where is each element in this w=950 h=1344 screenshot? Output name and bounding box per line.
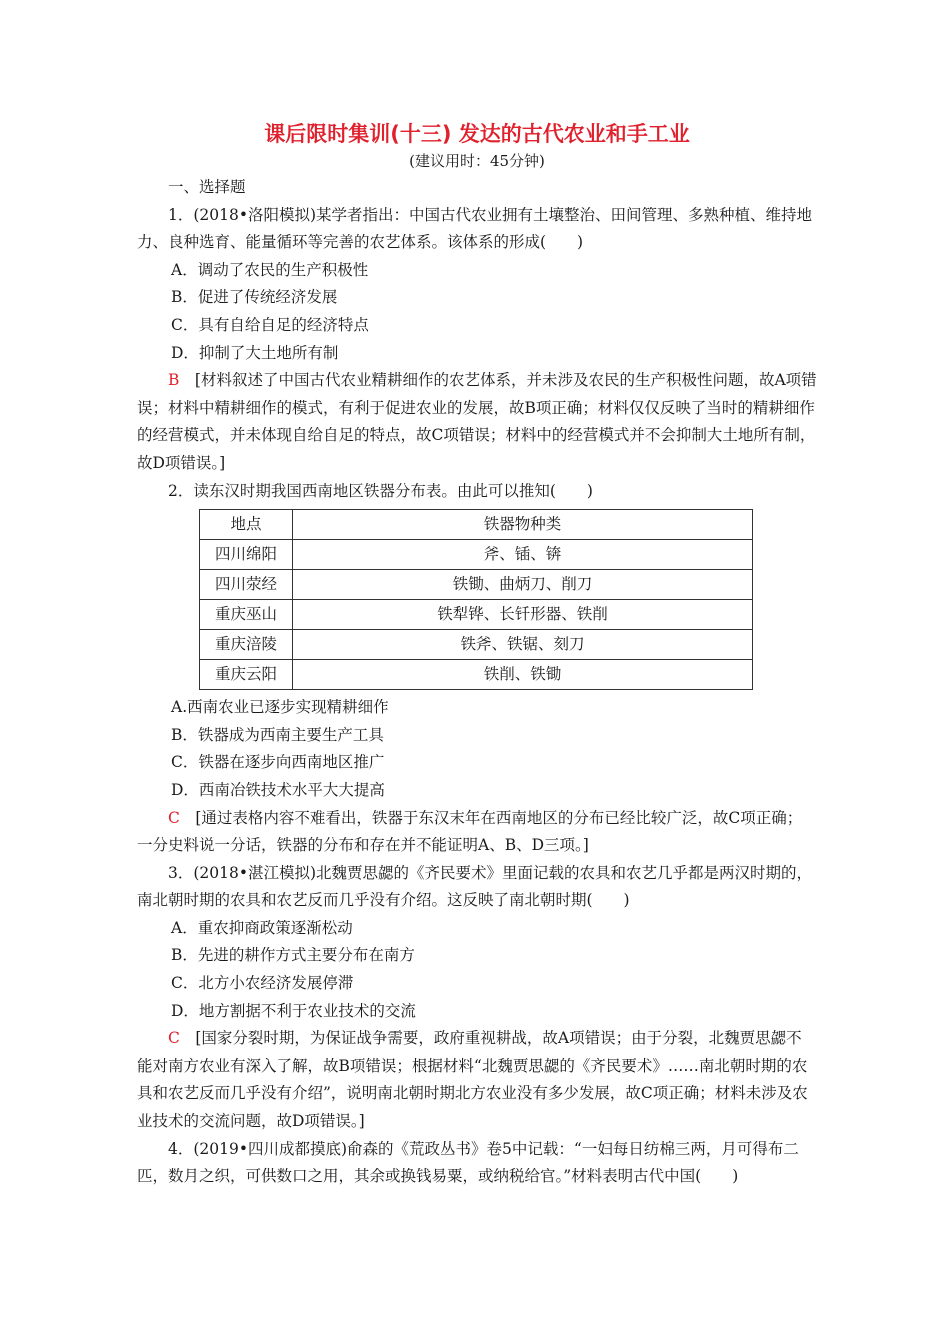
section-heading: 一、选择题 (168, 178, 246, 196)
question-2-answer (137, 805, 817, 860)
table-cell: 四川绵阳 (200, 540, 293, 570)
question-3-option-c: C．北方小农经济发展停滞 (171, 974, 354, 993)
answer-letter: C (168, 1029, 180, 1048)
answer-explanation: [国家分裂时期，为保证战争需要，政府重视耕战，故A项错误；由于分裂，北魏贾思勰不能对南方农业有深入了解，故B项错误；根据材料“北魏贾思勰的《齐民要术》……南北朝时期的农具和农艺反而几乎没有介绍”，说明南北朝时期北方农业没有多少发展，故C项正确；材料未涉及农业技术的交流问题，故D项错误。] (137, 1029, 808, 1131)
answer-letter: C (168, 808, 180, 827)
table-row (200, 630, 753, 660)
table-header-cell: 铁器物种类 (293, 510, 753, 540)
table-cell: 重庆云阳 (200, 660, 293, 690)
table-cell: 铁锄、曲炳刀、削刀 (293, 570, 753, 600)
question-3-option-b: B．先进的耕作方式主要分布在南方 (171, 946, 415, 965)
answer-letter: B (168, 371, 180, 390)
question-4-stem: 4．(2019•四川成都摸底)俞森的《荒政丛书》卷5中记载：“一妇每日纺棉三两，月可得布二匹，数月之织，可供数口之用，其余或换钱易粟，或纳税给官。”材料表明古代中国( ) (137, 1139, 799, 1186)
question-1-option-d: D．抑制了大土地所有制 (171, 343, 339, 362)
question-1-option-a: A．调动了农民的生产积极性 (171, 260, 369, 279)
question-2-stem: 2．读东汉时期我国西南地区铁器分布表。由此可以推知( ) (168, 481, 593, 500)
question-3-stem: 3．(2018•湛江模拟)北魏贾思勰的《齐民要术》里面记载的农具和农艺几乎都是两汉时期的，南北朝时期的农具和农艺反而几乎没有介绍。这反映了南北朝时期( ) (137, 863, 813, 910)
document-page (137, 118, 817, 1191)
question-2-option-c: C．铁器在逐步向西南地区推广 (171, 753, 385, 772)
table-header-row (200, 510, 753, 540)
table-cell: 铁犁铧、长钎形器、铁削 (293, 600, 753, 630)
table-row (200, 600, 753, 630)
table-cell: 重庆巫山 (200, 600, 293, 630)
page-title: 课后限时集训(十三) 发达的古代农业和手工业 (264, 122, 690, 146)
question-1-option-c: C．具有自给自足的经济特点 (171, 315, 369, 334)
table-cell: 重庆涪陵 (200, 630, 293, 660)
table-header-cell: 地点 (200, 510, 293, 540)
question-3-option-a: A．重农抑商政策逐渐松动 (171, 918, 353, 937)
answer-explanation: [材料叙述了中国古代农业精耕细作的农艺体系，并未涉及农民的生产积极性问题，故A项错误；材料中精耕细作的模式，有利于促进农业的发展，故B项正确；材料仅仅反映了当时的精耕细作的经营模式，并未体现自给自足的特点，故C项错误；材料中的经营模式并不会抑制大土地所有制，故D项错误。] (137, 371, 817, 472)
answer-explanation: [通过表格内容不难看出，铁器于东汉末年在西南地区的分布已经比较广泛，故C项正确；一分史料说一分话，铁器的分布和存在并不能证明A、B、D三项。] (137, 808, 803, 855)
table-row (200, 540, 753, 570)
iron-distribution-table (199, 509, 753, 690)
question-2-option-b: B．铁器成为西南主要生产工具 (171, 725, 384, 744)
question-1-stem: 1．(2018•洛阳模拟)某学者指出：中国古代农业拥有土壤整治、田间管理、多熟种植、维持地力、良种选育、能量循环等完善的农艺体系。该体系的形成( ) (137, 205, 813, 252)
question-1-answer (137, 367, 817, 477)
question-2-option-a: A.西南农业已逐步实现精耕细作 (171, 698, 389, 717)
suggested-time: (建议用时：45分钟) (409, 152, 545, 170)
question-2-option-d: D．西南冶铁技术水平大大提高 (171, 780, 385, 799)
question-3-answer (137, 1025, 817, 1135)
table-cell: 铁削、铁锄 (293, 660, 753, 690)
table-cell: 铁斧、铁锯、刻刀 (293, 630, 753, 660)
table-row (200, 660, 753, 690)
table-cell: 四川荥经 (200, 570, 293, 600)
table-row (200, 570, 753, 600)
table-cell: 斧、锸、锛 (293, 540, 753, 570)
question-1-option-b: B．促进了传统经济发展 (171, 288, 338, 307)
question-3-option-d: D．地方割据不利于农业技术的交流 (171, 1001, 416, 1020)
